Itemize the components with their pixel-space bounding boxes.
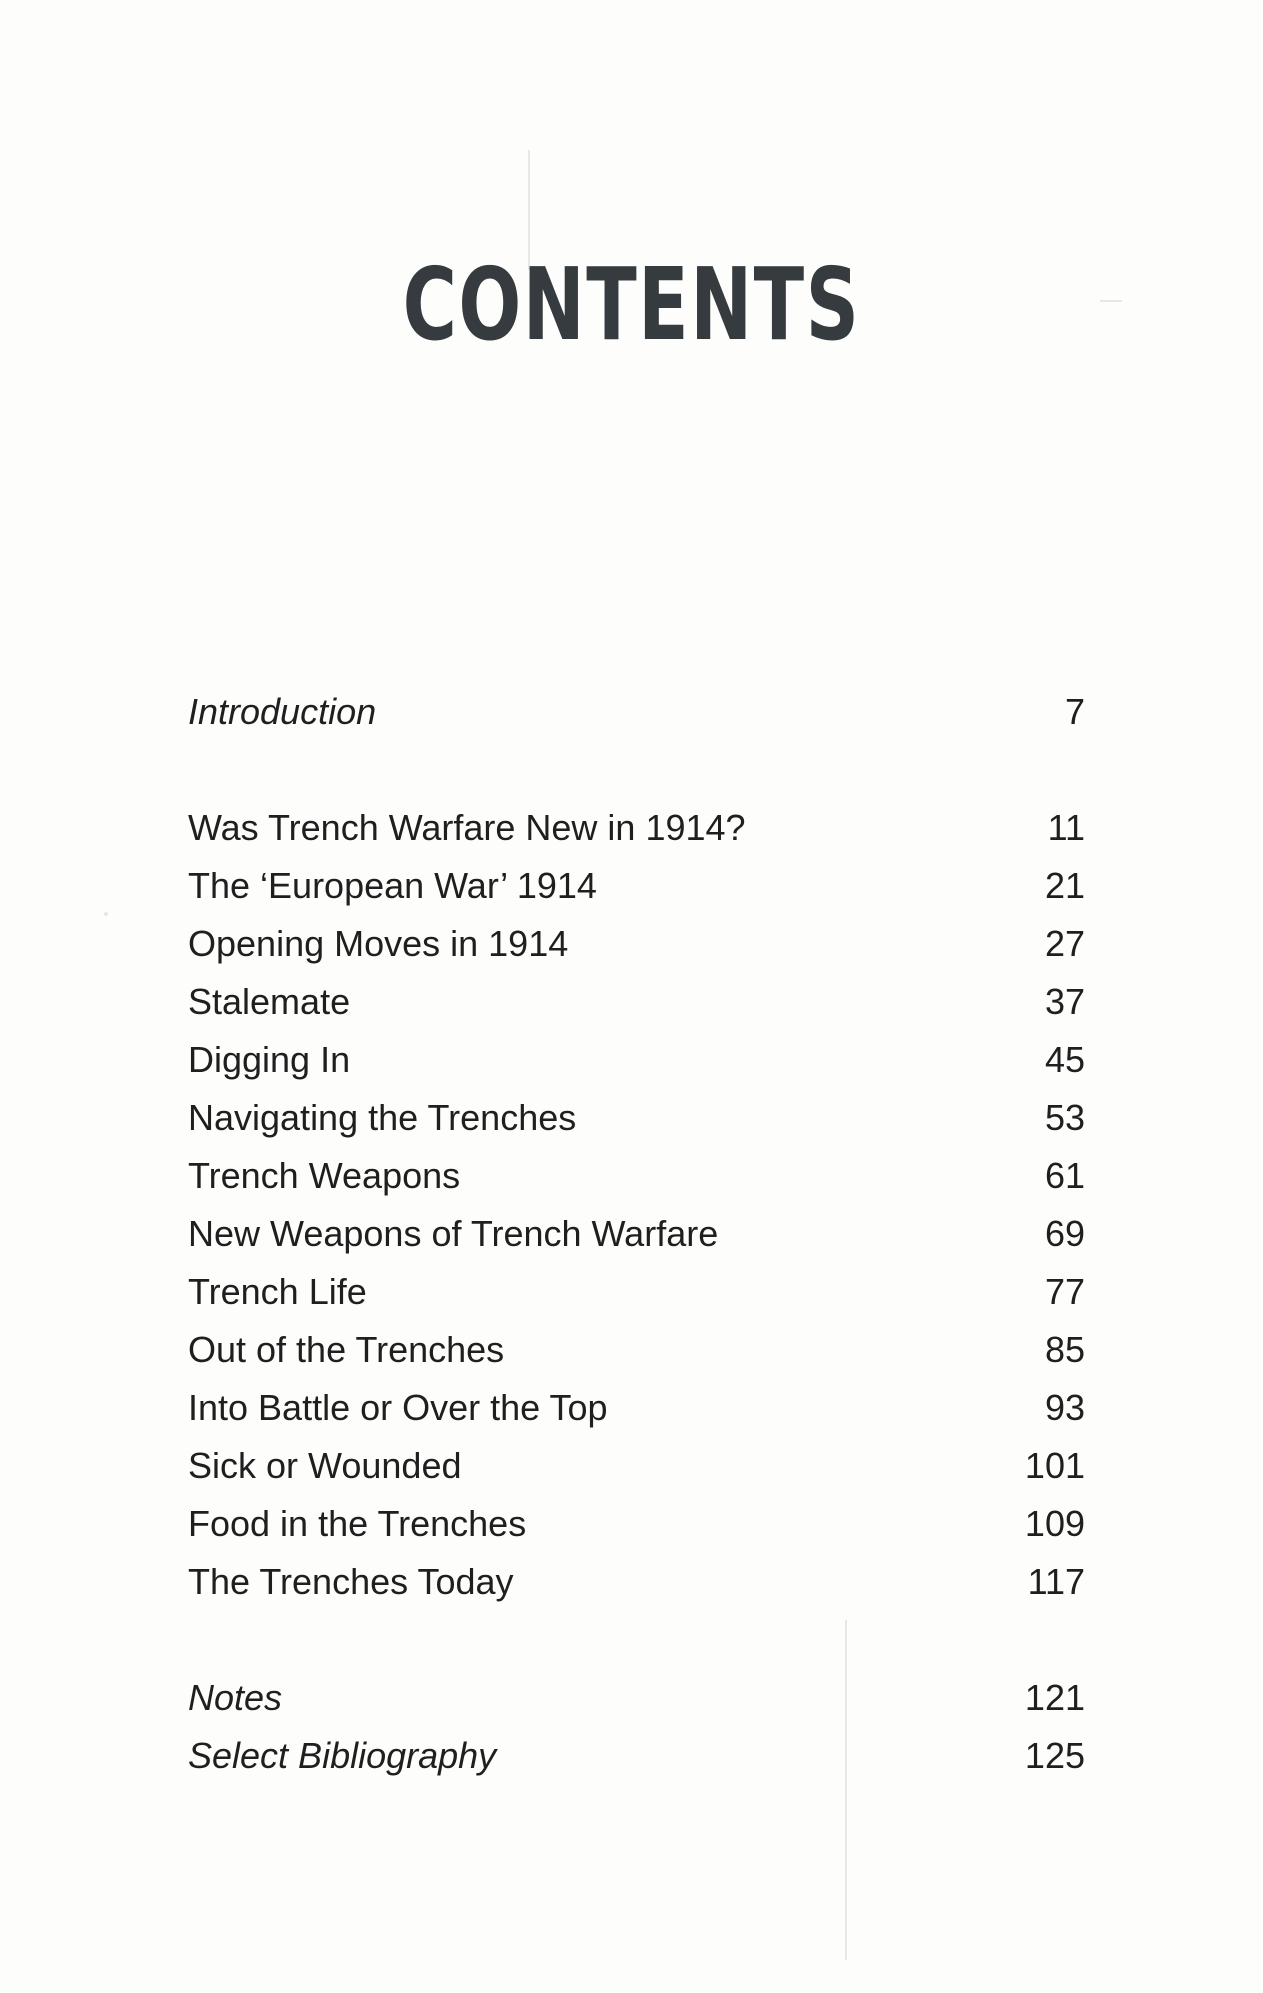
toc-chapters-group (188, 799, 1085, 1611)
toc-entry-page: 125 (1024, 1735, 1085, 1776)
toc-entry-page: 27 (1044, 923, 1085, 964)
toc-entry (188, 1205, 1085, 1263)
toc-entry-title: Navigating the Trenches (188, 1097, 577, 1138)
toc-entry-title: Food in the Trenches (188, 1503, 527, 1544)
toc-entry-title: Trench Life (188, 1271, 367, 1312)
toc-entry-page: 77 (1044, 1271, 1085, 1312)
toc-entry (188, 1727, 1085, 1785)
toc-entry-page: 121 (1024, 1677, 1085, 1718)
toc-entry-page: 11 (1047, 807, 1085, 848)
toc-entry-title: Stalemate (188, 981, 351, 1022)
toc-entry-title: Digging In (188, 1039, 351, 1080)
scan-mark (104, 912, 108, 916)
toc-entry (188, 1495, 1085, 1553)
toc-entry-page: 93 (1044, 1387, 1085, 1428)
toc-entry-title: Select Bibliography (188, 1735, 497, 1776)
toc-entry-page: 117 (1027, 1561, 1085, 1602)
toc-entry-title: Out of the Trenches (188, 1329, 505, 1370)
toc-entry-title: New Weapons of Trench Warfare (188, 1213, 719, 1254)
toc-entry (188, 1147, 1085, 1205)
page-title: CONTENTS (402, 246, 861, 363)
toc-entry-title: The ‘European War’ 1914 (188, 865, 597, 906)
toc-entry-page: 69 (1044, 1213, 1085, 1254)
toc-entry (188, 1263, 1085, 1321)
toc-entry (188, 1089, 1085, 1147)
toc-entry-title: The Trenches Today (188, 1561, 514, 1602)
toc-entry (188, 1379, 1085, 1437)
toc-entry-page: 109 (1024, 1503, 1085, 1544)
toc-entry-page: 37 (1044, 981, 1085, 1022)
toc-entry (188, 857, 1085, 915)
table-of-contents (188, 683, 1085, 1785)
toc-entry-page: 101 (1024, 1445, 1085, 1486)
toc-entry-page: 53 (1044, 1097, 1085, 1138)
toc-intro-group (188, 683, 1085, 741)
toc-entry (188, 1553, 1085, 1611)
toc-entry (188, 1669, 1085, 1727)
toc-entry-title: Introduction (188, 691, 377, 732)
toc-entry (188, 1031, 1085, 1089)
toc-entry-page: 61 (1044, 1155, 1085, 1196)
toc-entry-title: Sick or Wounded (188, 1445, 462, 1486)
toc-entry-title: Notes (188, 1677, 283, 1718)
toc-entry-title: Was Trench Warfare New in 1914? (188, 807, 746, 848)
toc-entry-page: 45 (1044, 1039, 1085, 1080)
toc-entry-page: 21 (1044, 865, 1085, 906)
toc-entry-title: Trench Weapons (188, 1155, 461, 1196)
toc-entry (188, 915, 1085, 973)
toc-entry-title: Opening Moves in 1914 (188, 923, 569, 964)
toc-back-matter-group (188, 1669, 1085, 1785)
toc-entry-page: 85 (1044, 1329, 1085, 1370)
toc-entry-title: Into Battle or Over the Top (188, 1387, 608, 1428)
toc-entry (188, 683, 1085, 741)
toc-entry (188, 1321, 1085, 1379)
toc-entry (188, 1437, 1085, 1495)
scan-mark (1100, 300, 1122, 302)
toc-entry (188, 799, 1085, 857)
toc-entry (188, 973, 1085, 1031)
toc-entry-page: 7 (1064, 691, 1085, 732)
